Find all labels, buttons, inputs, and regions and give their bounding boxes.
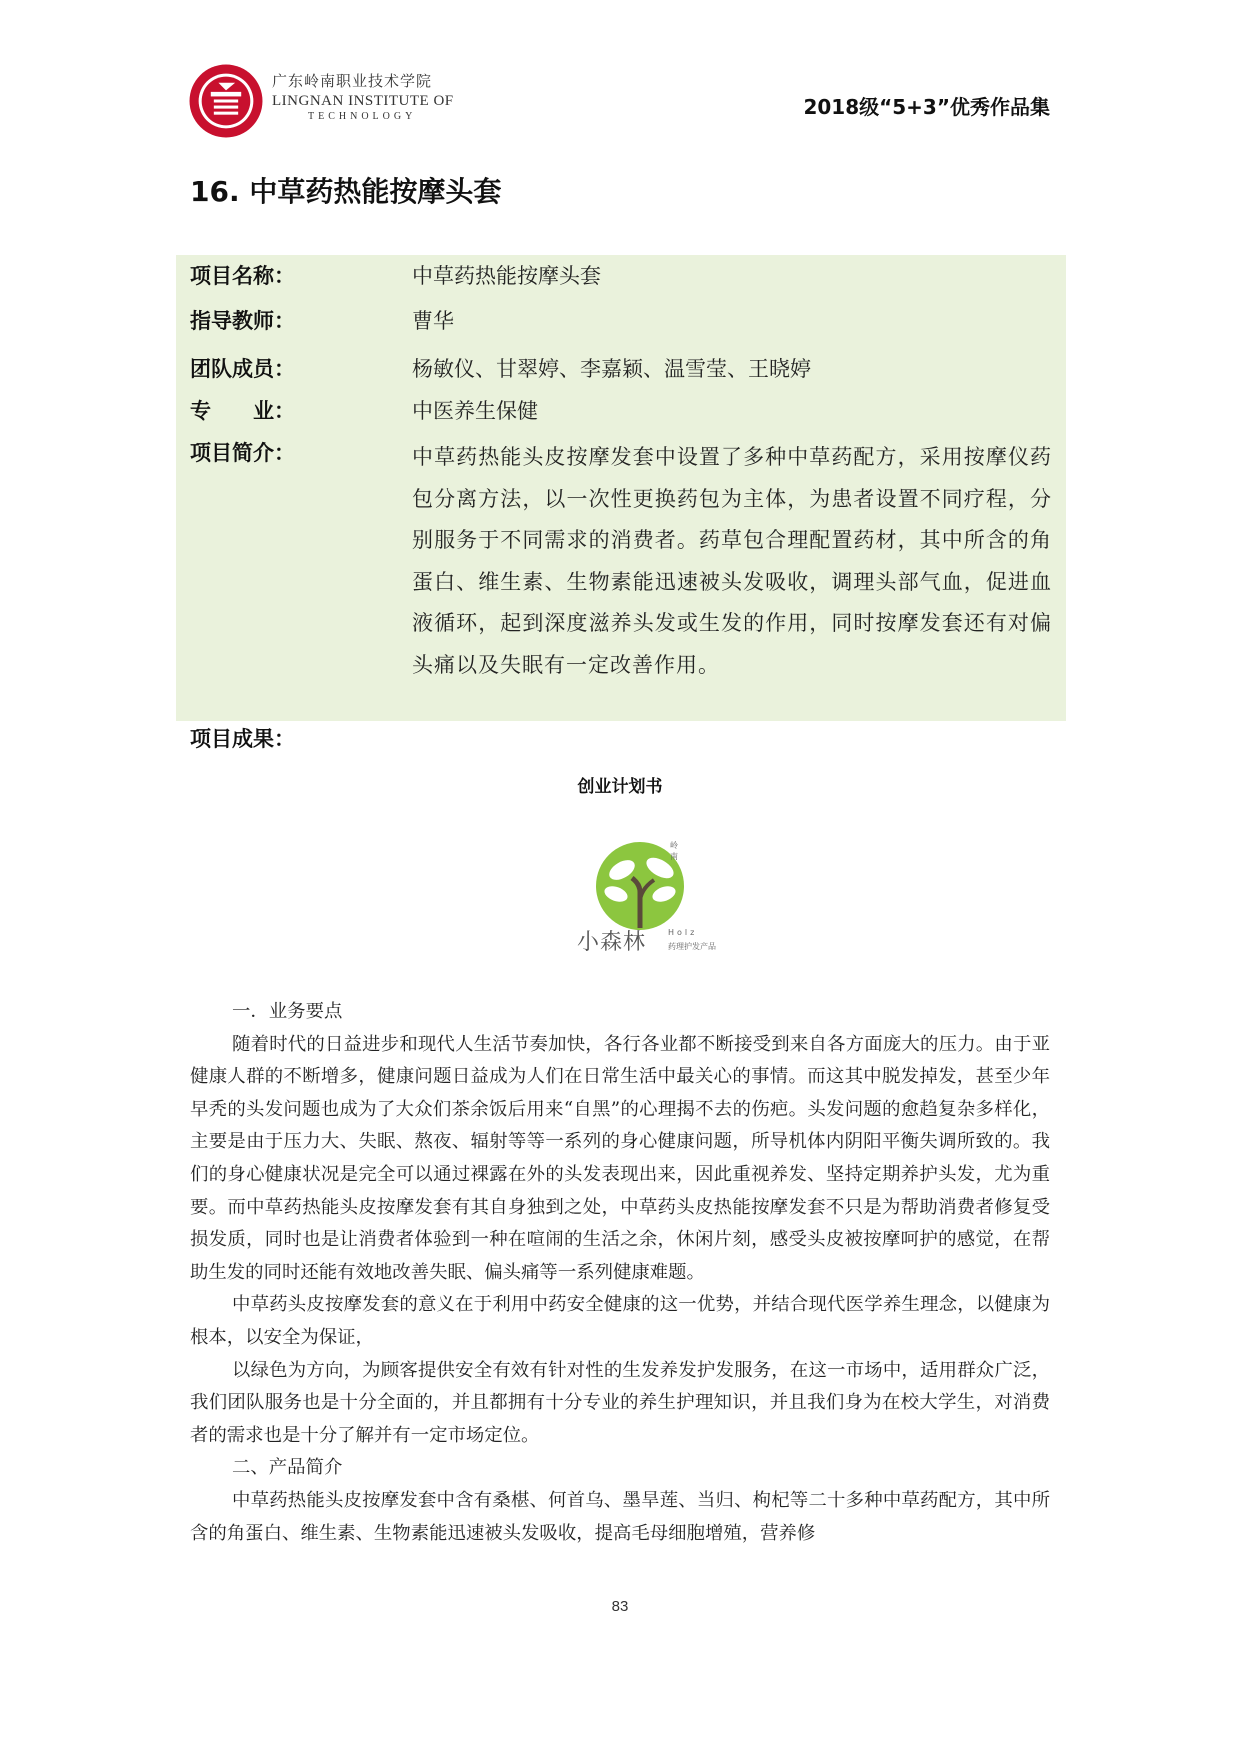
value-team: 杨敏仪、甘翠婷、李嘉颖、温雪莹、王晓婷 (412, 357, 811, 381)
value-major: 中医养生保健 (412, 399, 538, 423)
value-intro: 中草药热能头皮按摩发套中设置了多种中草药配方，采用按摩仪药包分离方法，以一次性更换药包为主体，为患者设置不同疗程，分别服务于不同需求的消费者。药草包合理配置药材，其中所含的角蛋白、维生素、生物素能迅速被头发吸收，调理头部气血，促进血液循环，起到深度滋养头发或生发的作用，同时按摩发套还有对偏头痛以及失眠有一定改善作用。 (412, 445, 1052, 677)
brand-sub-cn: 药理护发产品 (668, 942, 716, 951)
section-heading: 二、产品简介 (232, 1457, 343, 1479)
label-intro: 项目简介： (190, 441, 295, 465)
institution-en-line1: LINGNAN INSTITUTE OF (272, 93, 454, 109)
value-project-name: 中草药热能按摩头套 (412, 264, 601, 288)
brand-name: 小森林 (577, 930, 647, 955)
paragraph: 随着时代的日益进步和现代人生活节奏加快，各行各业都不断接受到来自各方面庞大的压力。由于亚健康人群的不断增多，健康问题日益成为人们在日常生活中最关心的事情。而这其中脱发掉发，甚至少年早秃的头发问题也成为了大众们茶余饭后用来“自黑”的心理揭不去的伤疤。头发问题的愈趋复杂多样化，主要是由于压力大、失眠、熬夜、辐射等等一系列的身心健康问题，所导机体内阴阳平衡失调所致的。我们的身心健康状况是完全可以通过裸露在外的头发表现出来，因此重视养发、坚持定期养护头发，尤为重要。而中草药热能头皮按摩发套有其自身独到之处，中草药头皮热能按摩发套不只是为帮助消费者修复受损发质，同时也是让消费者体验到一种在喧闹的生活之余，休闲片刻，感受头皮被按摩呵护的感觉，在帮助生发的同时还能有效地改善失眠、偏头痛等一系列健康难题。 (190, 1033, 1050, 1283)
label-major: 专 业： (190, 399, 295, 423)
institution-en-line2: TECHNOLOGY (308, 111, 417, 122)
brand-vertical-text: 岭南 (670, 841, 678, 861)
collection-title: 2018级“5+3”优秀作品集 (803, 95, 1050, 119)
brand-sub-latin: Holz (668, 928, 698, 937)
institution-cn: 广东岭南职业技术学院 (272, 72, 433, 90)
section-heading: 一．业务要点 (232, 1001, 343, 1022)
body-text (190, 996, 1050, 1550)
value-advisor: 曹华 (412, 309, 454, 333)
paragraph: 以绿色为方向，为顾客提供安全有效有针对性的生发养发护发服务，在这一市场中，适用群众广泛，我们团队服务也是十分全面的，并且都拥有十分专业的养生护理知识，并且我们身为在校大学生，对消费者的需求也是十分了解并有一定市场定位。 (190, 1359, 1050, 1446)
plan-title: 创业计划书 (577, 777, 663, 797)
institution-block (272, 70, 454, 122)
paragraph: 中草药热能头皮按摩发套中含有桑椹、何首乌、墨旱莲、当归、枸杞等二十多种中草药配方，其中所含的角蛋白、维生素、生物素能迅速被头发吸收，提高毛母细胞增殖，营养修 (190, 1489, 1050, 1544)
page-title: 16. 中草药热能按摩头套 (190, 175, 502, 208)
page-number: 83 (611, 1598, 629, 1615)
label-advisor: 指导教师： (190, 309, 295, 333)
label-team: 团队成员： (190, 357, 295, 381)
institute-logo (188, 63, 264, 139)
label-project-name: 项目名称： (190, 264, 295, 288)
paragraph: 中草药头皮按摩发套的意义在于利用中药安全健康的这一优势，并结合现代医学养生理念，以健康为根本，以安全为保证， (190, 1294, 1050, 1348)
results-label: 项目成果： (190, 727, 295, 751)
